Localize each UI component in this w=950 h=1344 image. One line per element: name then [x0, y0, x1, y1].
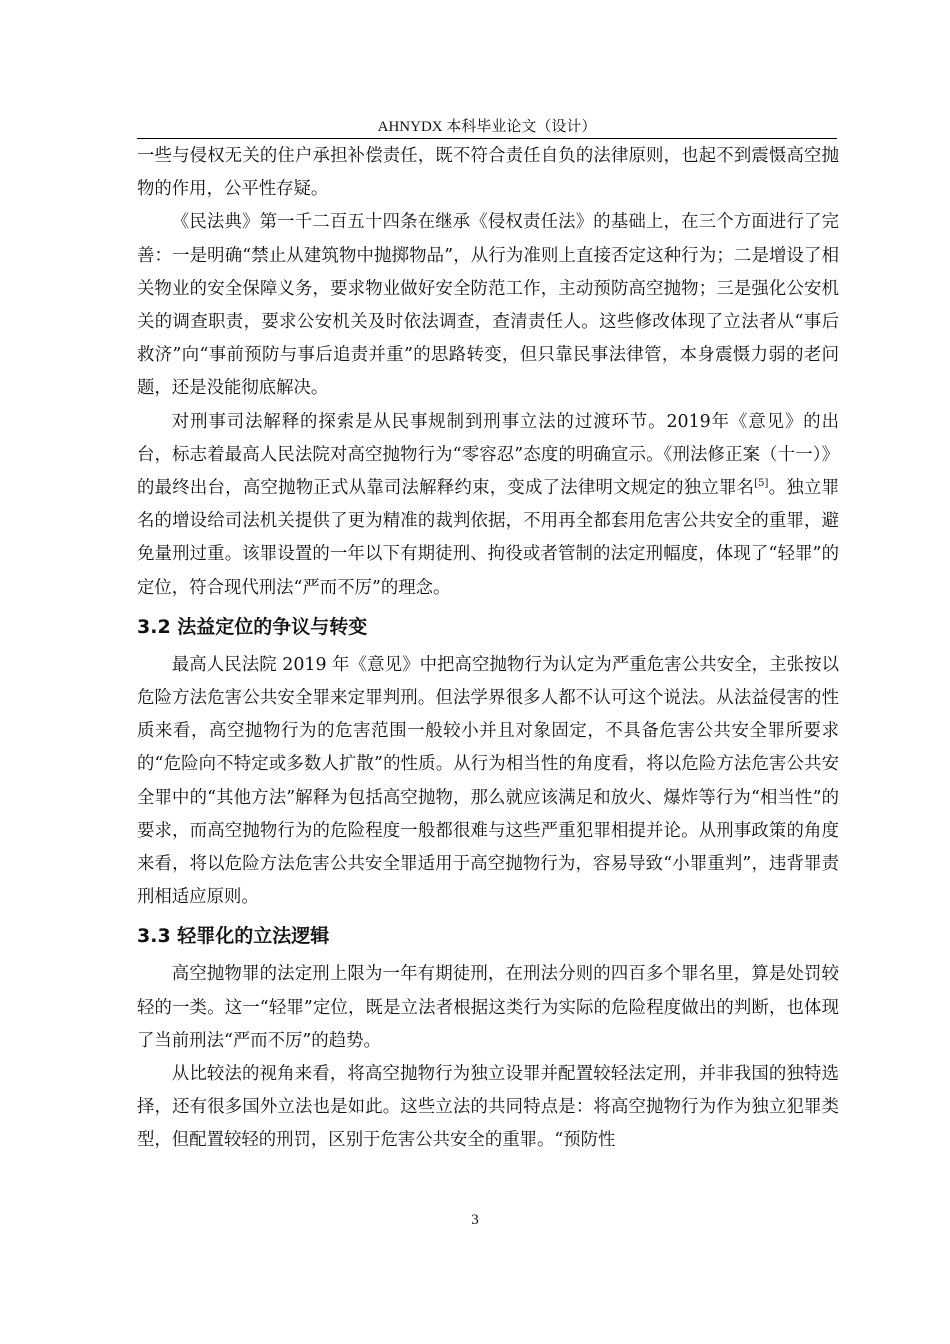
section-heading-3-2: 3.2 法益定位的争议与转变 — [137, 615, 368, 638]
paragraph — [137, 406, 839, 605]
paragraph-text: 。独立罪名的增设给司法机关提供了更为精准的裁判依据，不用再全都套用危害公共安全的重罪，避免量刑过重。该罪设置的一年以下有期徒刑、拘役或者管制的法定刑幅度，体现了“轻罪”的定位，符合现代刑法“严而不厉”的理念。 — [137, 478, 839, 598]
header-rule — [137, 138, 837, 139]
paragraph: 高空抛物罪的法定刑上限为一年有期徒刑，在刑法分则的四百多个罪名里，算是处罚较轻的一类。这一“轻罪”定位，既是立法者根据这类行为实际的危险程度做出的判断，也体现了当前刑法“严而不厉”的趋势。 — [137, 964, 839, 1051]
page-number: 3 — [471, 1212, 479, 1228]
page-header: AHNYDX 本科毕业论文（设计） — [377, 119, 597, 135]
citation-ref: [5] — [754, 478, 769, 490]
section-heading-3-3: 3.3 轻罪化的立法逻辑 — [137, 925, 330, 948]
paragraph: 一些与侵权无关的住户承担补偿责任，既不符合责任自负的法律原则，也起不到震慑高空抛物的作用，公平性存疑。 — [137, 146, 839, 200]
paragraph: 从比较法的视角来看，将高空抛物行为独立设罪并配置较轻法定刑，并非我国的独特选择，还有很多国外立法也是如此。这些立法的共同特点是：将高空抛物行为作为独立犯罪类型，但配置较轻的刑罚，区别于危害公共安全的重罪。“预防性 — [137, 1064, 839, 1151]
paragraph-text: 对刑事司法解释的探索是从民事规制到刑事立法的过渡环节。2019年《意见》的出台，标志着最高人民法院对高空抛物行为“零容忍”态度的明确宣示。《刑法修正案（十一）》的最终出台，高空抛物正式从靠司法解释约束，变成了法律明文规定的独立罪名 — [137, 411, 839, 499]
paragraph: 最高人民法院 2019 年《意见》中把高空抛物行为认定为严重危害公共安全，主张按以危险方法危害公共安全罪来定罪判刑。但法学界很多人都不认可这个说法。从法益侵害的性质来看，高空抛物行为的危害范围一般较小并且对象固定，不具备危害公共安全罪所要求的“危险向不特定或多数人扩散”的性质。从行为相当性的角度看，将以危险方法危害公共安全罪中的“其他方法”解释为包括高空抛物，那么就应该满足和放火、爆炸等行为“相当性”的要求，而高空抛物行为的危险程度一般都很难与这些严重犯罪相提并论。从刑事政策的角度来看，将以危险方法危害公共安全罪适用于高空抛物行为，容易导致“小罪重判”，违背罪责刑相适应原则。 — [137, 654, 839, 908]
paragraph: 《民法典》第一千二百五十四条在继承《侵权责任法》的基础上，在三个方面进行了完善：一是明确“禁止从建筑物中抛掷物品”，从行为准则上直接否定这种行为；二是增设了相关物业的安全保障义务，要求物业做好安全防范工作，主动预防高空抛物；三是强化公安机关的调查职责，要求公安机关及时依法调查，查清责任人。这些修改体现了立法者从“事后救济”向“事前预防与事后追责并重”的思路转变，但只靠民事法律管，本身震慑力弱的老问题，还是没能彻底解决。 — [137, 212, 839, 399]
page-body — [137, 140, 839, 1158]
